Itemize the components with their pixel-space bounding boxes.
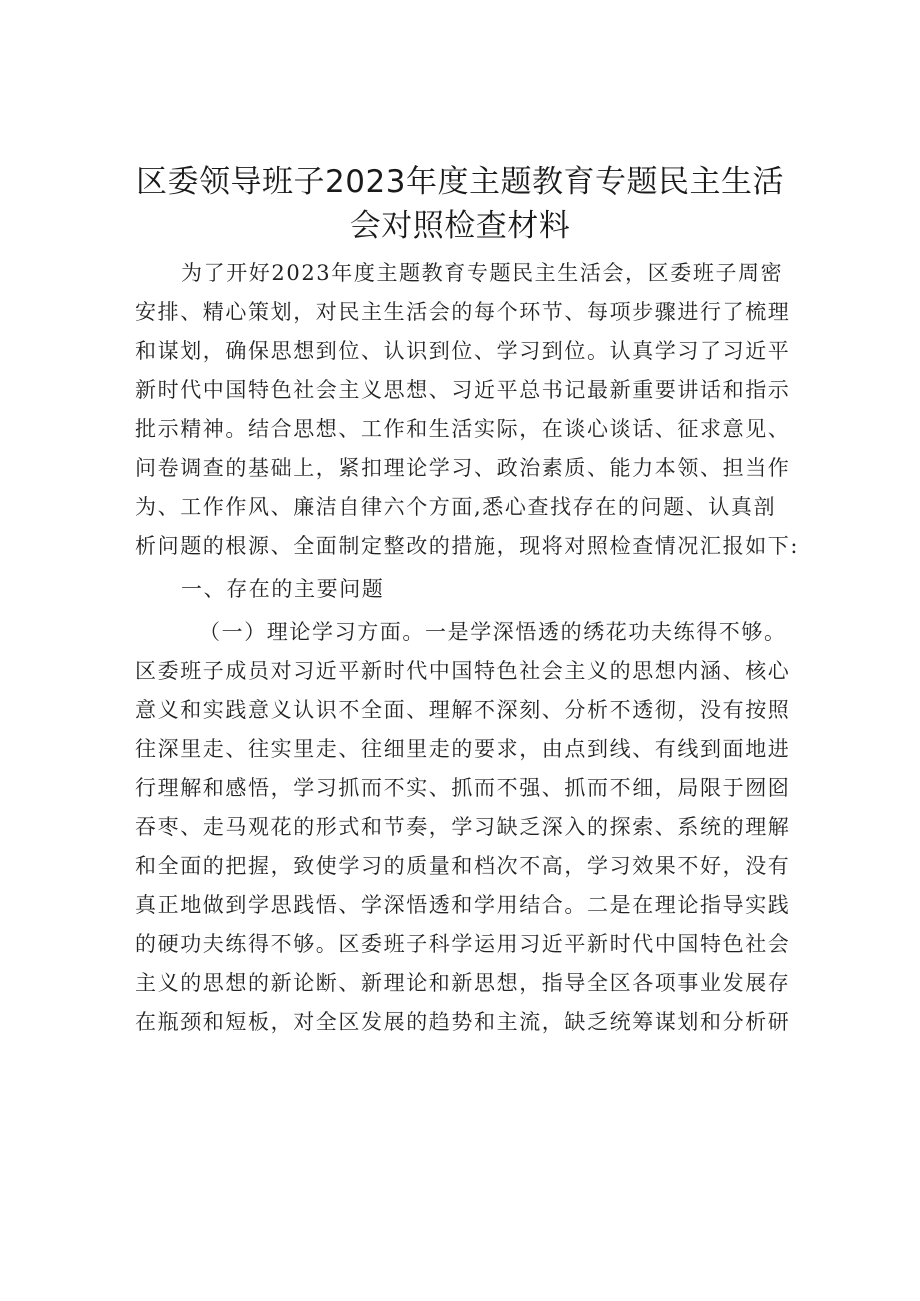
intro-line: 问卷调查的基础上，紧扣理论学习、政治素质、能力本领、担当作 xyxy=(135,456,791,480)
intro-line: 为、工作作风、廉洁自律六个方面,悉心查找存在的问题、认真剖 xyxy=(135,495,777,519)
section-line: 在瓶颈和短板，对全区发展的趋势和主流，缺乏统筹谋划和分析研 xyxy=(135,1010,791,1034)
title-line-2: 会对照检查材料 xyxy=(349,208,571,244)
section-heading: 一、存在的主要问题 xyxy=(181,577,385,601)
section-line: （一）理论学习方面。一是学深悟透的绣花功夫练得不够。 xyxy=(199,620,787,644)
intro-line: 为了开好2023年度主题教育专题民主生活会，区委班子周密 xyxy=(181,261,784,285)
document-title xyxy=(120,160,800,248)
section-line: 主义的思想的新论断、新理论和新思想，指导全区各项事业发展存 xyxy=(135,971,791,995)
section-line: 和全面的把握，致使学习的质量和档次不高，学习效果不好，没有 xyxy=(135,854,791,878)
document-body xyxy=(135,254,807,1042)
section-line: 吞枣、走马观花的形式和节奏，学习缺乏深入的探索、系统的理解 xyxy=(135,815,791,839)
title-line-1: 区委领导班子2023年度主题教育专题民主生活 xyxy=(136,164,784,200)
section-line: 的硬功夫练得不够。区委班子科学运用习近平新时代中国特色社会 xyxy=(135,932,791,956)
section-line: 行理解和感悟，学习抓而不实、抓而不强、抓而不细，局限于囫囵 xyxy=(135,776,791,800)
intro-line: 和谋划，确保思想到位、认识到位、学习到位。认真学习了习近平 xyxy=(135,339,791,363)
intro-line: 新时代中国特色社会主义思想、习近平总书记最新重要讲话和指示 xyxy=(135,378,791,402)
section-line: 区委班子成员对习近平新时代中国特色社会主义的思想内涵、核心 xyxy=(135,659,791,683)
section-line: 意义和实践意义认识不全面、理解不深刻、分析不透彻，没有按照 xyxy=(135,698,791,722)
intro-line: 批示精神。结合思想、工作和生活实际，在谈心谈话、征求意见、 xyxy=(135,417,791,441)
section-line: 往深里走、往实里走、往细里走的要求，由点到线、有线到面地进 xyxy=(135,737,791,761)
section-line: 真正地做到学思践悟、学深悟透和学用结合。二是在理论指导实践 xyxy=(135,893,791,917)
intro-line: 析问题的根源、全面制定整改的措施，现将对照检查情况汇报如下: xyxy=(135,534,800,558)
intro-line: 安排、精心策划，对民主生活会的每个环节、每项步骤进行了梳理 xyxy=(135,300,791,324)
